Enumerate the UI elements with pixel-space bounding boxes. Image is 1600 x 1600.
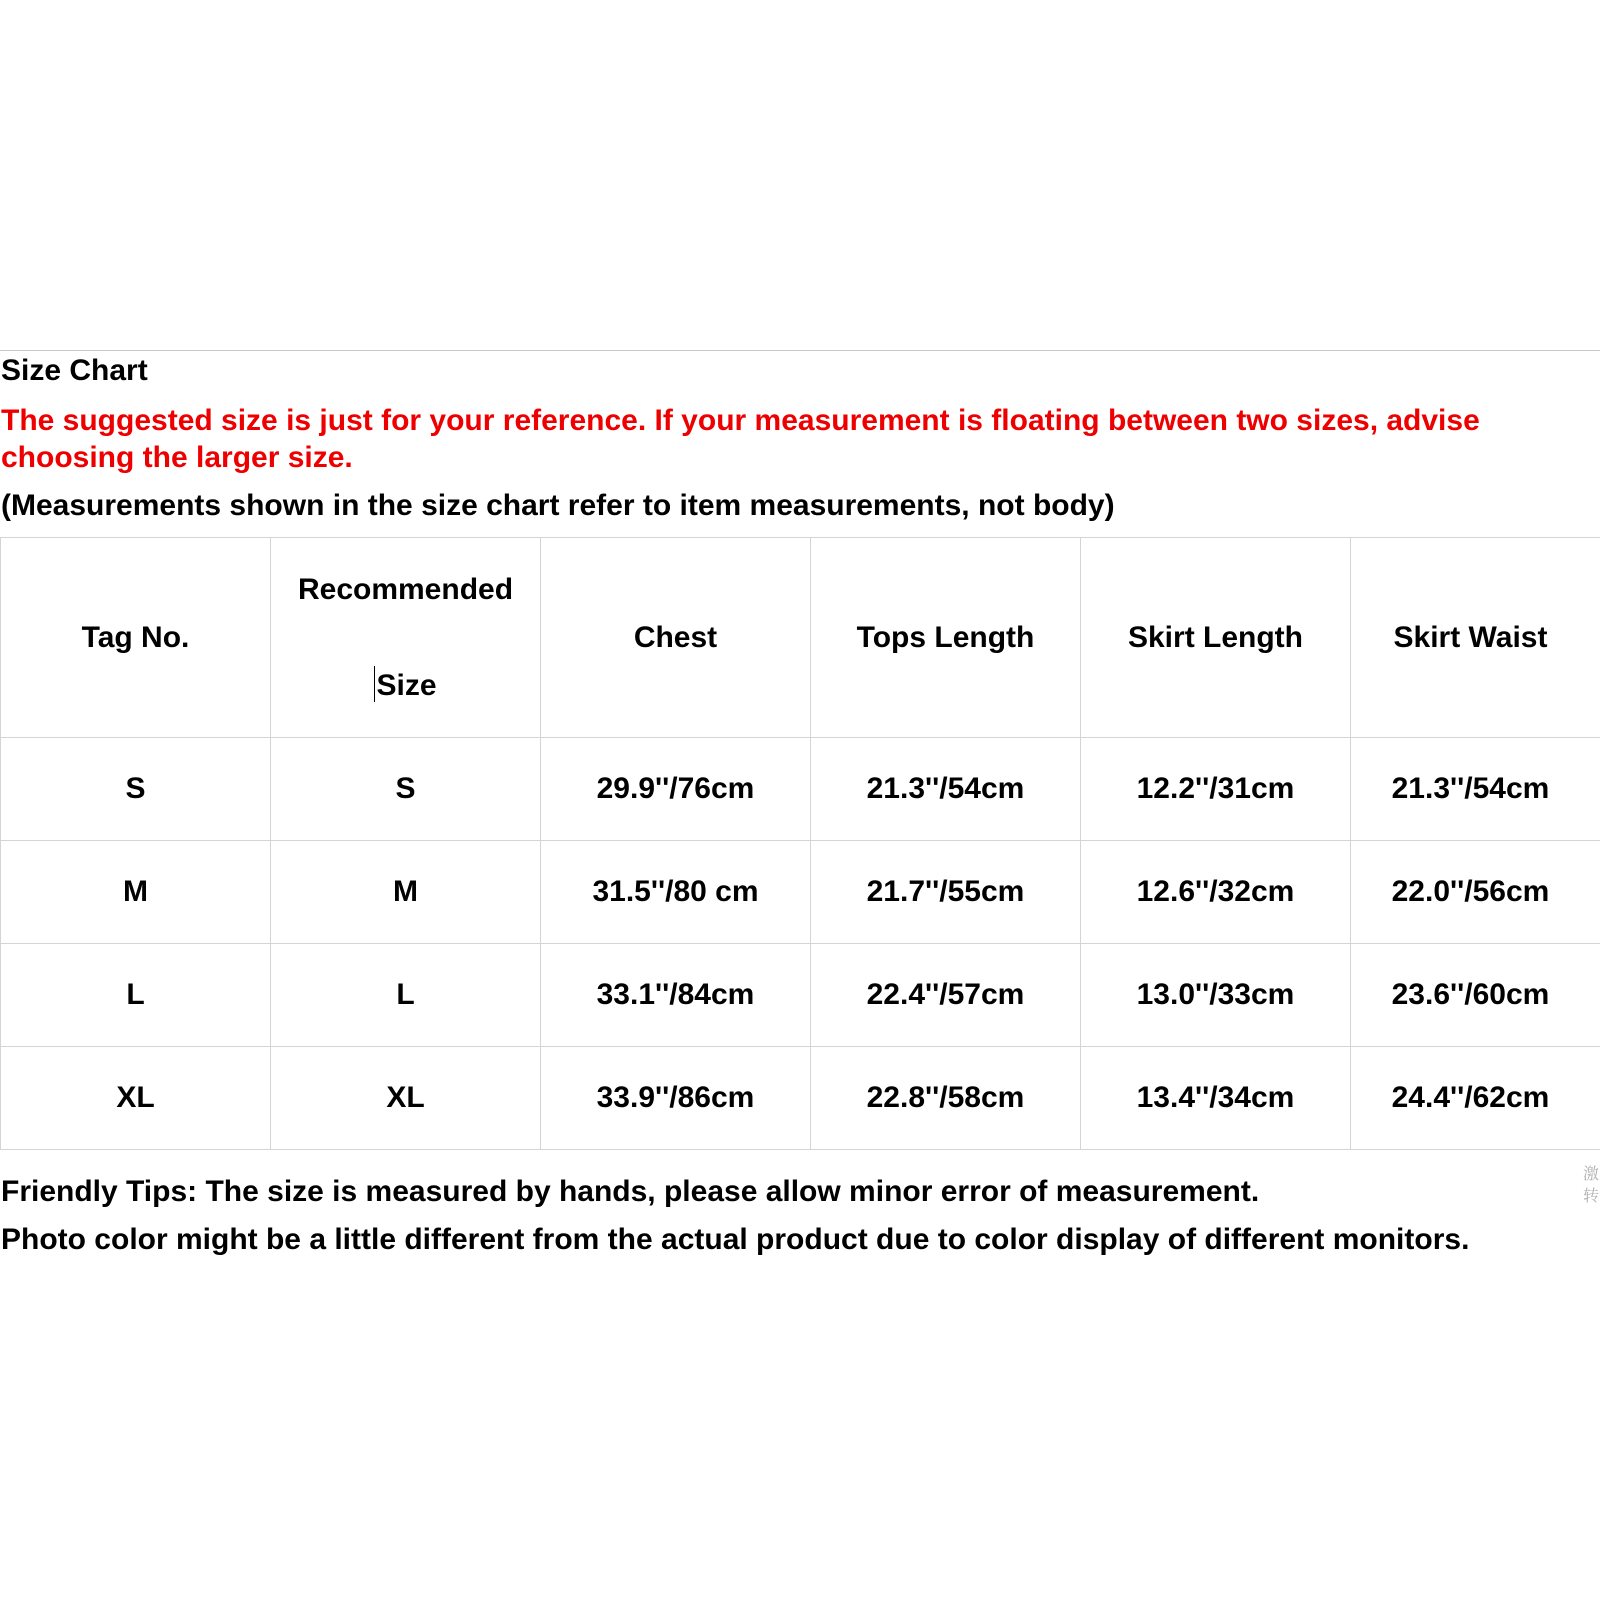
cell-recommended-size: L: [271, 944, 541, 1047]
cell-recommended-size: M: [271, 841, 541, 944]
header-recommended-line2: Size: [376, 668, 437, 702]
cell-tops-length: 21.3''/54cm: [811, 738, 1081, 841]
cell-recommended-size: XL: [271, 1047, 541, 1150]
cell-chest: 33.1''/84cm: [541, 944, 811, 1047]
table-row: [1, 738, 1600, 841]
edge-watermark: [1583, 1164, 1600, 1208]
cell-skirt-length: 12.6''/32cm: [1081, 841, 1351, 944]
tips-line-2: Photo color might be a little different from the actual product due to color display of different monitors.: [1, 1223, 1470, 1256]
header-skirt-length: Skirt Length: [1081, 538, 1351, 738]
cell-tops-length: 22.8''/58cm: [811, 1047, 1081, 1150]
tips-line-1: Friendly Tips: The size is measured by hands, please allow minor error of measurement.: [1, 1175, 1260, 1208]
header-skirt-waist: Skirt Waist: [1351, 538, 1600, 738]
cell-tag: M: [1, 841, 271, 944]
cell-skirt-waist: 24.4''/62cm: [1351, 1047, 1600, 1150]
measurement-note: (Measurements shown in the size chart refer to item measurements, not body): [1, 489, 1115, 522]
header-recommended-line1: Recommended: [297, 572, 514, 606]
cell-tag: L: [1, 944, 271, 1047]
table-row: [1, 1047, 1600, 1150]
friendly-tips: [1, 1168, 1469, 1264]
cell-recommended-size: S: [271, 738, 541, 841]
size-advice-notice: The suggested size is just for your reference. If your measurement is floating between two sizes, advise choosing the larger size.: [1, 404, 1480, 474]
cell-skirt-length: 13.4''/34cm: [1081, 1047, 1351, 1150]
size-table: [0, 537, 1600, 1150]
page-title: Size Chart: [1, 354, 148, 387]
cell-tag: XL: [1, 1047, 271, 1150]
edge-mark-line-2: 转: [1583, 1188, 1600, 1205]
header-tops-length: Tops Length: [811, 538, 1081, 738]
header-chest: Chest: [541, 538, 811, 738]
table-row: [1, 841, 1600, 944]
edge-mark-line-1: 激: [1583, 1166, 1600, 1183]
header-recommended-line2-wrap: [298, 638, 513, 734]
header-recommended-size: [271, 538, 541, 738]
cell-tops-length: 21.7''/55cm: [811, 841, 1081, 944]
cell-tops-length: 22.4''/57cm: [811, 944, 1081, 1047]
cell-chest: 29.9''/76cm: [541, 738, 811, 841]
cell-skirt-waist: 23.6''/60cm: [1351, 944, 1600, 1047]
cell-chest: 33.9''/86cm: [541, 1047, 811, 1150]
cell-skirt-length: 12.2''/31cm: [1081, 738, 1351, 841]
cell-skirt-waist: 21.3''/54cm: [1351, 738, 1600, 841]
cell-skirt-waist: 22.0''/56cm: [1351, 841, 1600, 944]
table-header-row: [1, 538, 1600, 738]
top-divider: [0, 350, 1600, 351]
cell-tag: S: [1, 738, 271, 841]
table-row: [1, 944, 1600, 1047]
cell-skirt-length: 13.0''/33cm: [1081, 944, 1351, 1047]
header-tag-no: Tag No.: [1, 538, 271, 738]
cell-chest: 31.5''/80 cm: [541, 841, 811, 944]
